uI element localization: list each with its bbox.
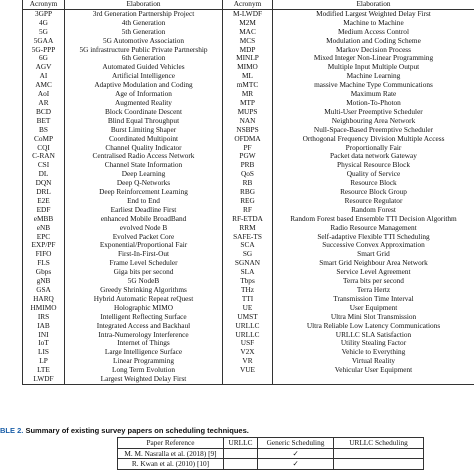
acronym-cell: Gbps: [23, 268, 65, 277]
elaboration-cell: Long Term Evolution: [65, 366, 223, 375]
acronym-cell: BS: [23, 126, 65, 135]
survey-table: [117, 437, 424, 470]
acronym-cell: CSI: [23, 161, 65, 170]
acronym-cell: USF: [223, 339, 273, 348]
acronym-cell: OFDMA: [223, 135, 273, 144]
acronym-cell: ML: [223, 72, 273, 81]
table-row: [23, 224, 474, 233]
table-row: [23, 259, 474, 268]
acronym-cell: 5G-PPP: [23, 46, 65, 55]
acronym-cell: MTP: [223, 99, 273, 108]
table-row: [23, 366, 474, 375]
table-row: [23, 144, 474, 153]
acronym-cell: Tbps: [223, 277, 273, 286]
elaboration-cell: enhanced Mobile BroadBand: [65, 215, 223, 224]
elaboration-cell: Integrated Access and Backhaul: [65, 322, 223, 331]
elaboration-cell: 5G NodeB: [65, 277, 223, 286]
acronym-cell: M2M: [223, 19, 273, 28]
paper-reference-cell: R. Kwan et al. (2010) [10]: [118, 459, 224, 470]
acronym-cell: URLLC: [223, 322, 273, 331]
generic-scheduling-cell: ✓: [258, 448, 334, 459]
elaboration-cell: Automated Guided Vehicles: [65, 63, 223, 72]
acronym-cell: VR: [223, 357, 273, 366]
table-row: [23, 63, 474, 72]
elaboration-cell: Intelligent Reflecting Surface: [65, 313, 223, 322]
elaboration-cell: Resource Block Group: [273, 188, 474, 197]
acronym-cell: CQI: [23, 144, 65, 153]
elaboration-cell: Blind Equal Throughput: [65, 117, 223, 126]
elaboration-cell: Terra Hertz: [273, 286, 474, 295]
acronym-cell: UMST: [223, 313, 273, 322]
table-row: [23, 117, 474, 126]
elaboration-cell: Orthogonal Frequency Division Multiple Access: [273, 135, 474, 144]
acronym-cell: SG: [223, 250, 273, 259]
elaboration-cell: Random Forest: [273, 206, 474, 215]
header-acronym-2: Acronym: [223, 0, 273, 9]
acronym-cell: CoMP: [23, 135, 65, 144]
elaboration-cell: First-In-First-Out: [65, 250, 223, 259]
acronym-cell: PF: [223, 144, 273, 153]
elaboration-cell: Multiple Input Multiple Output: [273, 63, 474, 72]
table-row: [23, 126, 474, 135]
table-row: [23, 215, 474, 224]
acronym-cell: DQN: [23, 179, 65, 188]
table-caption-label: BLE 2.: [0, 426, 24, 435]
urllc-scheduling-cell: [334, 459, 424, 470]
elaboration-cell: URLLC SLA Satisfaction: [273, 331, 474, 340]
acronym-cell: 3GPP: [23, 9, 65, 18]
acronym-cell: SLA: [223, 268, 273, 277]
acronym-cell: gNB: [23, 277, 65, 286]
elaboration-cell: Large Intelligence Surface: [65, 348, 223, 357]
acronym-cell: THz: [223, 286, 273, 295]
acronym-table-header: [23, 0, 474, 9]
table-row: [23, 268, 474, 277]
table-row: [23, 99, 474, 108]
acronym-cell: VUE: [223, 366, 273, 375]
elaboration-cell: Greedy Shrinking Algorithms: [65, 286, 223, 295]
elaboration-cell: 6th Generation: [65, 54, 223, 63]
acronym-cell: PRB: [223, 161, 273, 170]
table-row: [23, 28, 474, 37]
elaboration-cell: Packet data network Gateway: [273, 152, 474, 161]
acronym-cell: LTE: [23, 366, 65, 375]
elaboration-cell: Maximum Rate: [273, 90, 474, 99]
acronym-cell: QoS: [223, 170, 273, 179]
elaboration-cell: Internet of Things: [65, 339, 223, 348]
table-row: [23, 331, 474, 340]
table-row: [23, 81, 474, 90]
elaboration-cell: Radio Resource Management: [273, 224, 474, 233]
acronym-cell: EDF: [23, 206, 65, 215]
elaboration-cell: Ultra Reliable Low Latency Communications: [273, 322, 474, 331]
acronym-cell: DL: [23, 170, 65, 179]
elaboration-cell: Hybrid Automatic Repeat reQuest: [65, 295, 223, 304]
acronym-cell: TTI: [223, 295, 273, 304]
elaboration-cell: 3rd Generation Partnership Project: [65, 9, 223, 18]
table-row: [23, 206, 474, 215]
acronym-cell: C-RAN: [23, 152, 65, 161]
acronym-cell: AoI: [23, 90, 65, 99]
elaboration-cell: Service Level Agreement: [273, 268, 474, 277]
acronym-cell: IRS: [23, 313, 65, 322]
elaboration-cell: Largest Weighted Delay First: [65, 375, 223, 384]
elaboration-cell: Random Forest based Ensemble TTI Decision Algorithm: [273, 215, 474, 224]
elaboration-cell: Artificial Intelligence: [65, 72, 223, 81]
elaboration-cell: Linear Programming: [65, 357, 223, 366]
table-row: [23, 152, 474, 161]
elaboration-cell: Age of Information: [65, 90, 223, 99]
acronym-cell: URLLC: [223, 331, 273, 340]
elaboration-cell: Evolved Packet Core: [65, 233, 223, 242]
elaboration-cell: Channel State Information: [65, 161, 223, 170]
acronym-cell: AGV: [23, 63, 65, 72]
acronym-cell: RB: [223, 179, 273, 188]
urllc-cell: [224, 448, 258, 459]
elaboration-cell: Mixed Integer Non-Linear Programming: [273, 54, 474, 63]
elaboration-cell: Multi-User Preemptive Scheduler: [273, 108, 474, 117]
header-paper-reference: Paper Reference: [118, 438, 224, 449]
table-row: [23, 339, 474, 348]
acronym-cell: BCD: [23, 108, 65, 117]
elaboration-cell: Physical Resource Block: [273, 161, 474, 170]
elaboration-cell: Modified Largest Weighted Delay First: [273, 9, 474, 18]
elaboration-cell: Giga bits per second: [65, 268, 223, 277]
acronym-cell: mMTC: [223, 81, 273, 90]
acronym-cell: MCS: [223, 37, 273, 46]
elaboration-cell: Resource Regulator: [273, 197, 474, 206]
elaboration-cell: Machine Learning: [273, 72, 474, 81]
acronym-cell: RBG: [223, 188, 273, 197]
table-row: [23, 250, 474, 259]
acronym-cell: IAB: [23, 322, 65, 331]
table-caption-text: Summary of existing survey papers on scheduling techniques.: [25, 426, 249, 435]
elaboration-cell: Markov Decision Process: [273, 46, 474, 55]
survey-table-header: [118, 438, 424, 449]
acronym-cell: AI: [23, 72, 65, 81]
acronym-cell: FLS: [23, 259, 65, 268]
acronym-cell: eNB: [23, 224, 65, 233]
elaboration-cell: Centralised Radio Access Network: [65, 152, 223, 161]
acronym-cell: E2E: [23, 197, 65, 206]
elaboration-cell: Utility Stealing Factor: [273, 339, 474, 348]
elaboration-cell: Deep Learning: [65, 170, 223, 179]
elaboration-cell: Deep Reinforcement Learning: [65, 188, 223, 197]
acronym-cell: [223, 375, 273, 384]
table-row: [23, 179, 474, 188]
elaboration-cell: Quality of Service: [273, 170, 474, 179]
acronym-cell: RF: [223, 206, 273, 215]
table-row: [23, 9, 474, 18]
table-row: [23, 197, 474, 206]
elaboration-cell: evolved Node B: [65, 224, 223, 233]
acronym-cell: MAC: [223, 28, 273, 37]
acronym-cell: SAFE-TS: [223, 233, 273, 242]
elaboration-cell: Transmission Time Interval: [273, 295, 474, 304]
acronym-cell: BET: [23, 117, 65, 126]
table-caption: [0, 426, 474, 435]
elaboration-cell: Coordinated Multipoint: [65, 135, 223, 144]
acronym-cell: FIFO: [23, 250, 65, 259]
acronym-cell: 4G: [23, 19, 65, 28]
elaboration-cell: Smart Grid: [273, 250, 474, 259]
table-row: [23, 241, 474, 250]
elaboration-cell: 4th Generation: [65, 19, 223, 28]
acronym-cell: LWDF: [23, 375, 65, 384]
header-elaboration-2: Elaboration: [273, 0, 474, 9]
elaboration-cell: User Equipment: [273, 304, 474, 313]
elaboration-cell: Resource Block: [273, 179, 474, 188]
acronym-cell: MIMO: [223, 63, 273, 72]
elaboration-cell: massive Machine Type Communications: [273, 81, 474, 90]
table-row: [23, 233, 474, 242]
table-row: [23, 295, 474, 304]
elaboration-cell: Exponential/Proportional Fair: [65, 241, 223, 250]
header-generic-scheduling: Generic Scheduling: [258, 438, 334, 449]
acronym-cell: NSBPS: [223, 126, 273, 135]
header-urllc-scheduling: URLLC Scheduling: [334, 438, 424, 449]
table-row: [23, 46, 474, 55]
elaboration-cell: Deep Q-Networks: [65, 179, 223, 188]
header-urllc: URLLC: [224, 438, 258, 449]
table-row: [23, 72, 474, 81]
acronym-cell: PGW: [223, 152, 273, 161]
acronym-cell: UE: [223, 304, 273, 313]
header-acronym: Acronym: [23, 0, 65, 9]
elaboration-cell: 5G Automotive Association: [65, 37, 223, 46]
acronym-cell: MDP: [223, 46, 273, 55]
table-row: [23, 286, 474, 295]
table-row: [23, 90, 474, 99]
acronym-cell: 6G: [23, 54, 65, 63]
elaboration-cell: Vehicle to Everything: [273, 348, 474, 357]
elaboration-cell: End to End: [65, 197, 223, 206]
elaboration-cell: Adaptive Modulation and Coding: [65, 81, 223, 90]
header-elaboration: Elaboration: [65, 0, 223, 9]
elaboration-cell: Burst Limiting Shaper: [65, 126, 223, 135]
elaboration-cell: Machine to Machine: [273, 19, 474, 28]
elaboration-cell: Frame Level Scheduler: [65, 259, 223, 268]
urllc-scheduling-cell: [334, 448, 424, 459]
acronym-cell: M-LWDF: [223, 9, 273, 18]
acronym-cell: MUPS: [223, 108, 273, 117]
elaboration-cell: Virtual Reality: [273, 357, 474, 366]
acronym-cell: EPC: [23, 233, 65, 242]
elaboration-cell: Vehicular User Equipment: [273, 366, 474, 375]
acronym-cell: HARQ: [23, 295, 65, 304]
acronym-cell: MR: [223, 90, 273, 99]
acronym-cell: V2X: [223, 348, 273, 357]
table-row: [118, 459, 424, 470]
table-row: [23, 322, 474, 331]
elaboration-cell: Block Coordinate Descent: [65, 108, 223, 117]
table-row: [23, 170, 474, 179]
acronym-table: [22, 0, 474, 385]
table-row: [23, 304, 474, 313]
table-row: [23, 19, 474, 28]
acronym-cell: HMIMO: [23, 304, 65, 313]
acronym-cell: REG: [223, 197, 273, 206]
acronym-cell: AR: [23, 99, 65, 108]
acronym-cell: AMC: [23, 81, 65, 90]
acronym-cell: SGNAN: [223, 259, 273, 268]
elaboration-cell: Null-Space-Based Preemptive Scheduler: [273, 126, 474, 135]
elaboration-cell: Self-adaptive Flexible TTI Scheduling: [273, 233, 474, 242]
elaboration-cell: Successive Convex Approximation: [273, 241, 474, 250]
elaboration-cell: 5G infrastructure Public Private Partnership: [65, 46, 223, 55]
acronym-cell: DRL: [23, 188, 65, 197]
acronym-cell: MINLP: [223, 54, 273, 63]
elaboration-cell: Medium Access Control: [273, 28, 474, 37]
elaboration-cell: Terra bits per second: [273, 277, 474, 286]
acronym-cell: RRM: [223, 224, 273, 233]
table-row: [23, 375, 474, 384]
elaboration-cell: Smart Grid Neighbour Area Network: [273, 259, 474, 268]
table-row: [23, 37, 474, 46]
generic-scheduling-cell: ✓: [258, 459, 334, 470]
acronym-cell: IoT: [23, 339, 65, 348]
table-row: [23, 108, 474, 117]
elaboration-cell: [273, 375, 474, 384]
acronym-cell: EXP/PF: [23, 241, 65, 250]
elaboration-cell: Ultra Mini Slot Transmission: [273, 313, 474, 322]
acronym-cell: 5G: [23, 28, 65, 37]
table-row: [23, 277, 474, 286]
table-row: [23, 54, 474, 63]
table-row: [23, 135, 474, 144]
table-row: [23, 188, 474, 197]
elaboration-cell: Channel Quality Indicator: [65, 144, 223, 153]
acronym-cell: RF-ETDA: [223, 215, 273, 224]
table-row: [118, 448, 424, 459]
acronym-cell: LP: [23, 357, 65, 366]
elaboration-cell: Motion-To-Photon: [273, 99, 474, 108]
acronym-cell: NAN: [223, 117, 273, 126]
table-row: [23, 357, 474, 366]
acronym-cell: LIS: [23, 348, 65, 357]
elaboration-cell: Intra-Numerology Interference: [65, 331, 223, 340]
acronym-cell: SCA: [223, 241, 273, 250]
acronym-cell: 5GAA: [23, 37, 65, 46]
paper-reference-cell: M. M. Nasralla et al. (2018) [9]: [118, 448, 224, 459]
elaboration-cell: Neighbouring Area Network: [273, 117, 474, 126]
elaboration-cell: 5th Generation: [65, 28, 223, 37]
table-row: [23, 348, 474, 357]
elaboration-cell: Holographic MIMO: [65, 304, 223, 313]
table-row: [23, 161, 474, 170]
elaboration-cell: Earliest Deadline First: [65, 206, 223, 215]
acronym-cell: eMBB: [23, 215, 65, 224]
elaboration-cell: Proportionally Fair: [273, 144, 474, 153]
elaboration-cell: Modulation and Coding Scheme: [273, 37, 474, 46]
acronym-cell: GSA: [23, 286, 65, 295]
table-row: [23, 313, 474, 322]
urllc-cell: [224, 459, 258, 470]
elaboration-cell: Augmented Reality: [65, 99, 223, 108]
acronym-cell: INI: [23, 331, 65, 340]
